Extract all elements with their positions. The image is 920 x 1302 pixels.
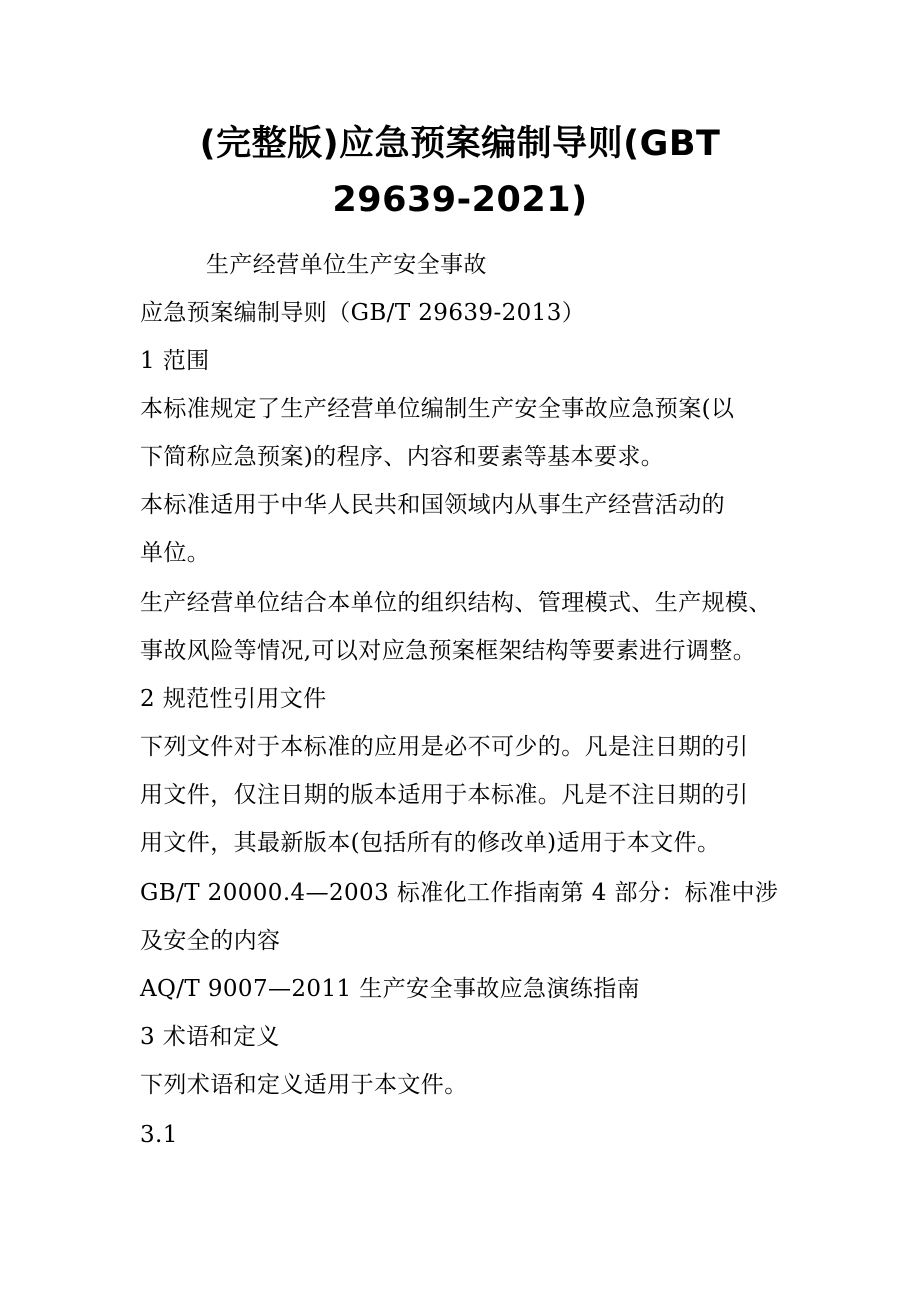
- section-heading-scope: 1 范围: [140, 348, 210, 374]
- reference-line: 及安全的内容: [140, 928, 281, 954]
- paragraph-line: 用文件，其最新版本(包括所有的修改单)适用于本文件。: [140, 830, 721, 856]
- document-title-line-2: 29639-2021): [332, 180, 588, 220]
- reference-line: AQ/T 9007—2011 生产安全事故应急演练指南: [140, 976, 641, 1002]
- reference-line: GB/T 20000.4—2003 标准化工作指南第 4 部分：标准中涉: [140, 880, 779, 906]
- paragraph-line: 下简称应急预案)的程序、内容和要素等基本要求。: [140, 444, 665, 470]
- paragraph-line: 本标准适用于中华人民共和国领域内从事生产经营活动的: [140, 492, 725, 518]
- document-title-line-1: (完整版)应急预案编制导则(GBT: [199, 124, 721, 164]
- section-heading-normative-references: 2 规范性引用文件: [140, 686, 327, 712]
- paragraph-line: 本标准规定了生产经营单位编制生产安全事故应急预案(以: [140, 396, 735, 422]
- clause-number: 3.1: [140, 1122, 178, 1148]
- paragraph-line: 单位。: [140, 540, 211, 566]
- standard-name-line: 应急预案编制导则（GB/T 29639-2013）: [140, 300, 586, 326]
- paragraph-line: 下列术语和定义适用于本文件。: [140, 1072, 468, 1098]
- section-heading-terms: 3 术语和定义: [140, 1024, 280, 1050]
- subtitle-line: 生产经营单位生产安全事故: [206, 252, 487, 278]
- paragraph-line: 下列文件对于本标准的应用是必不可少的。凡是注日期的引: [140, 734, 749, 760]
- paragraph-line: 用文件，仅注日期的版本适用于本标准。凡是不注日期的引: [140, 782, 749, 808]
- paragraph-line: 生产经营单位结合本单位的组织结构、管理模式、生产规模、: [140, 590, 772, 616]
- paragraph-line: 事故风险等情况,可以对应急预案框架结构等要素进行调整。: [140, 638, 757, 664]
